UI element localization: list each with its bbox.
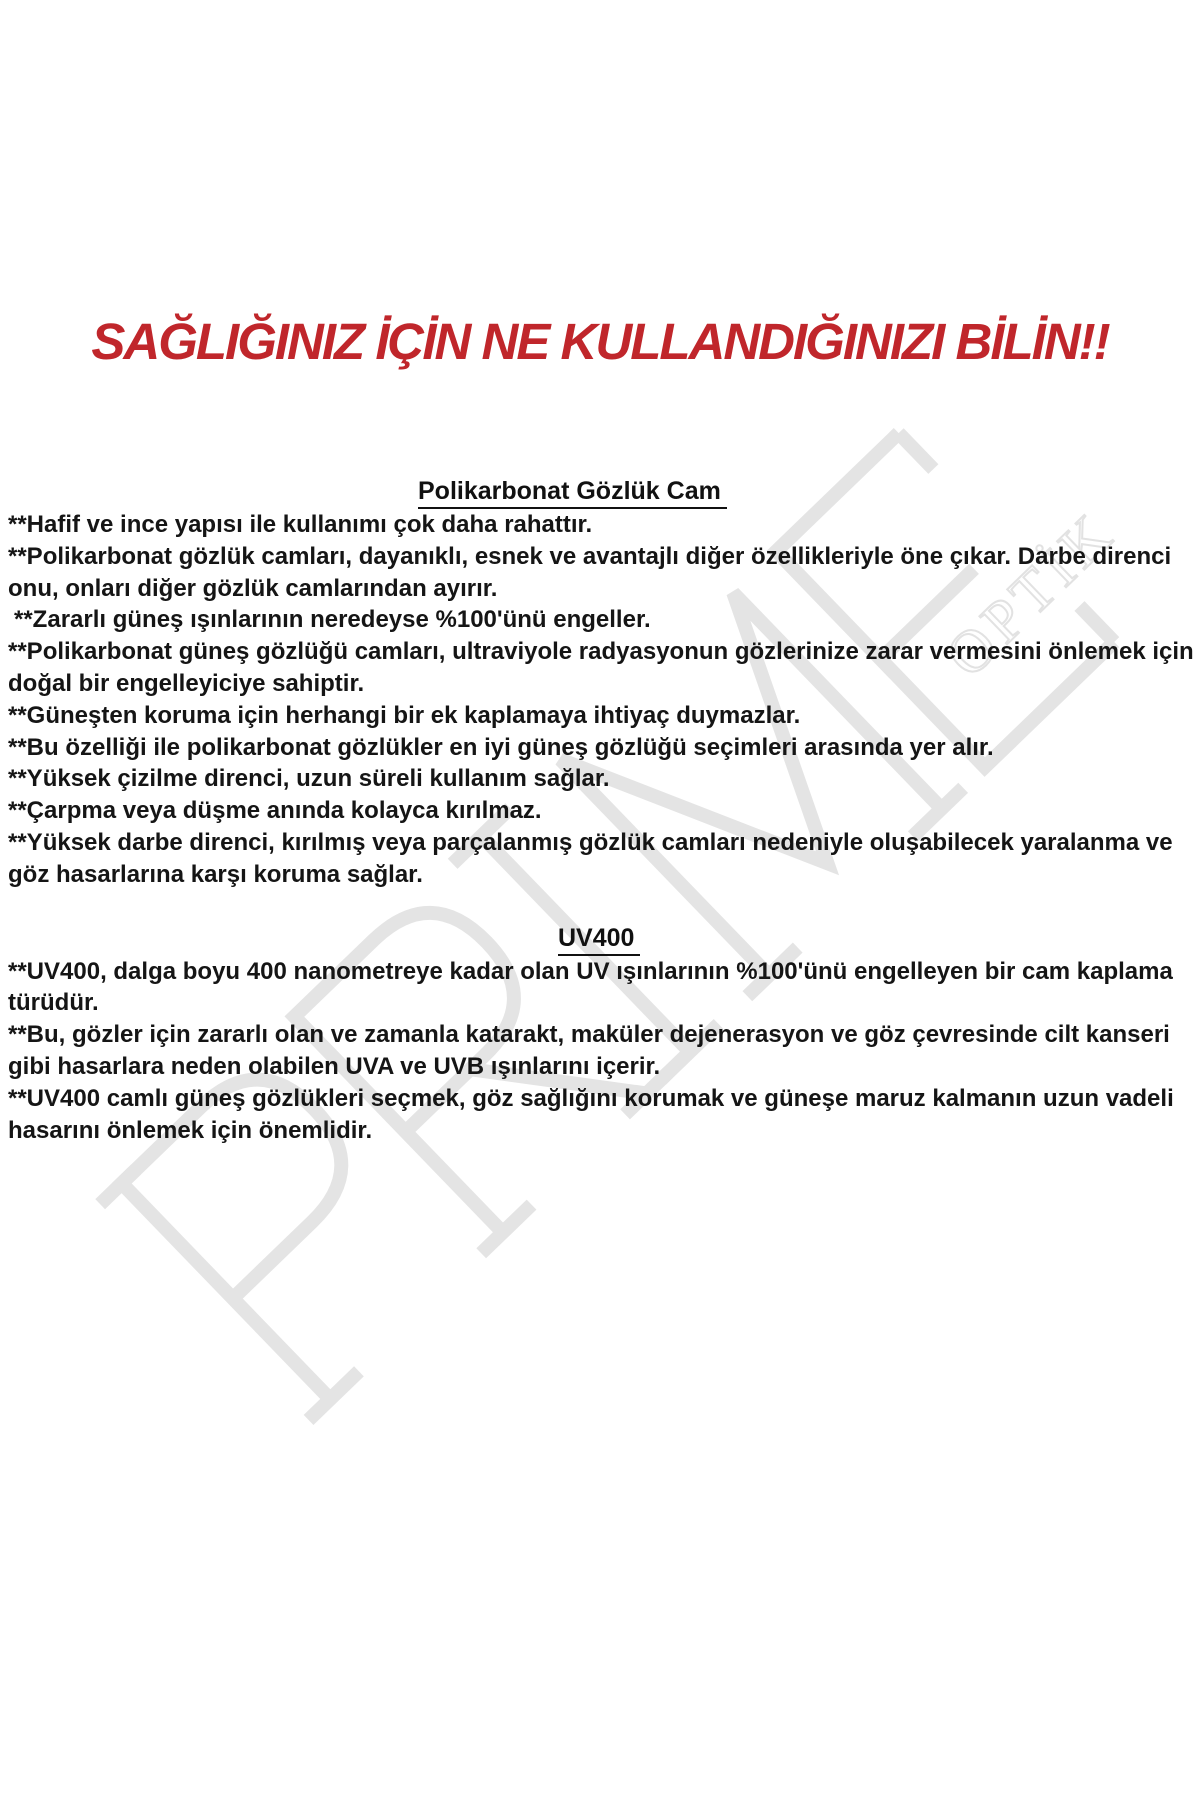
watermark-optik-text: OPTİK bbox=[933, 498, 1128, 690]
list-item: **UV400, dalga boyu 400 nanometreye kadar olan UV ışınlarının %100'ünü engelleyen bir cam kaplama türüdür. bbox=[8, 957, 1173, 1017]
section-polycarbonate bbox=[8, 476, 1196, 891]
section-title-uv400: UV400 bbox=[558, 923, 640, 956]
list-item: **Zararlı güneş ışınlarının neredeyse %100'ünü engeller. bbox=[14, 606, 651, 634]
content-area bbox=[8, 476, 1196, 1146]
list-item: **Yüksek çizilme direnci, uzun süreli kullanım sağlar. bbox=[8, 765, 610, 793]
list-item: **Güneşten koruma için herhangi bir ek kaplamaya ihtiyaç duymazlar. bbox=[8, 701, 801, 729]
section-title-polycarbonate: Polikarbonat Gözlük Cam bbox=[418, 476, 727, 509]
list-item: **Polikarbonat güneş gözlüğü camları, ultraviyole radyasyonun gözlerinize zarar vermesini önlemek için doğal bir engelleyiciye sahiptir. bbox=[8, 638, 1194, 697]
list-item: **UV400 camlı güneş gözlükleri seçmek, göz sağlığını korumak ve güneşe maruz kalmanın uzun vadeli hasarını önlemek için önemlidir. bbox=[8, 1084, 1174, 1144]
section-uv400 bbox=[8, 923, 1196, 1147]
list-item: **Bu, gözler için zararlı olan ve zamanla katarakt, maküler dejenerasyon ve göz çevresinde cilt kanseri gibi hasarlara neden olabilen UVA ve UVB ışınlarını içerir. bbox=[8, 1021, 1170, 1080]
list-item: **Bu özelliği ile polikarbonat gözlükler en iyi güneş gözlüğü seçimleri arasında yer alır. bbox=[8, 733, 994, 761]
section-spacer bbox=[8, 891, 1196, 923]
list-item: **Yüksek darbe direnci, kırılmış veya parçalanmış gözlük camları nedeniyle oluşabilecek yaralanma ve göz hasarlarına karşı koruma sağlar. bbox=[8, 828, 1173, 888]
list-item: **Hafif ve ince yapısı ile kullanımı çok daha rahattır. bbox=[8, 511, 593, 538]
uv400-list bbox=[8, 956, 1196, 1147]
polycarbonate-list bbox=[8, 509, 1196, 891]
list-item: **Polikarbonat gözlük camları, dayanıklı, esnek ve avantajlı diğer özellikleriyle öne çıkar. Darbe direnci onu, onları diğer gözlük camlarından ayırır. bbox=[8, 542, 1172, 602]
page-headline: SAĞLIĞINIZ İÇİN NE KULLANDIĞINIZI BİLİN!! bbox=[91, 313, 1109, 370]
list-item: **Çarpma veya düşme anında kolayca kırılmaz. bbox=[8, 797, 542, 825]
